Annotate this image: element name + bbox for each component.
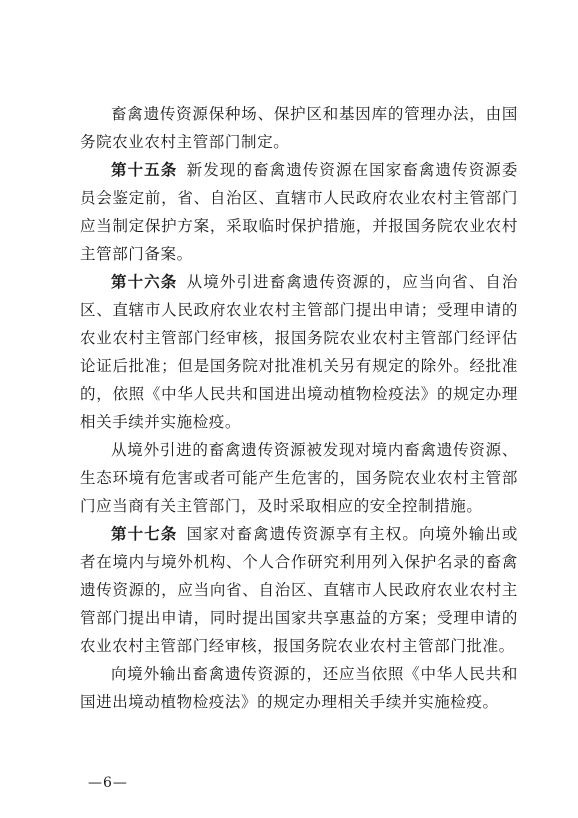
article-heading: 第十六条 bbox=[111, 273, 178, 291]
article-heading: 第十五条 bbox=[111, 161, 178, 179]
document-body bbox=[80, 100, 518, 716]
paragraph-text: 畜禽遗传资源保种场、保护区和基因库的管理办法，由国务院农业农村主管部门制定。 bbox=[80, 105, 518, 151]
paragraph-4 bbox=[80, 436, 518, 520]
article-heading: 第十七条 bbox=[111, 525, 178, 543]
paragraph-1 bbox=[80, 100, 518, 156]
paragraph-text: 从境外引进的畜禽遗传资源被发现对境内畜禽遗传资源、生态环境有危害或者可能产生危害的，国务院农业农村主管部门应当商有关主管部门，及时采取相应的安全控制措施。 bbox=[80, 441, 518, 515]
paragraph-text: 国家对畜禽遗传资源享有主权。向境外输出或者在境内与境外机构、个人合作研究利用列入保护名录的畜禽遗传资源的，应当向省、自治区、直辖市人民政府农业农村主管部门提出申请，同时提出国家共享惠益的方案；受理申请的农业农村主管部门经审核，报国务院农业农村主管部门批准。 bbox=[80, 525, 518, 655]
paragraph-article-15 bbox=[80, 156, 518, 268]
page-number: —6— bbox=[88, 775, 128, 791]
paragraph-article-16 bbox=[80, 268, 518, 436]
paragraph-text: 从境外引进畜禽遗传资源的，应当向省、自治区、直辖市人民政府农业农村主管部门提出申请；受理申请的农业农村主管部门经审核，报国务院农业农村主管部门经评估论证后批准；但是国务院对批准机关另有规定的除外。经批准的，依照《中华人民共和国进出境动植物检疫法》的规定办理相关手续并实施检疫。 bbox=[80, 273, 518, 431]
paragraph-text: 新发现的畜禽遗传资源在国家畜禽遗传资源委员会鉴定前，省、自治区、直辖市人民政府农业农村主管部门应当制定保护方案，采取临时保护措施，并报国务院农业农村主管部门备案。 bbox=[80, 161, 518, 263]
paragraph-6 bbox=[80, 660, 518, 716]
paragraph-text: 向境外输出畜禽遗传资源的，还应当依照《中华人民共和国进出境动植物检疫法》的规定办理相关手续并实施检疫。 bbox=[80, 665, 518, 711]
paragraph-article-17 bbox=[80, 520, 518, 660]
